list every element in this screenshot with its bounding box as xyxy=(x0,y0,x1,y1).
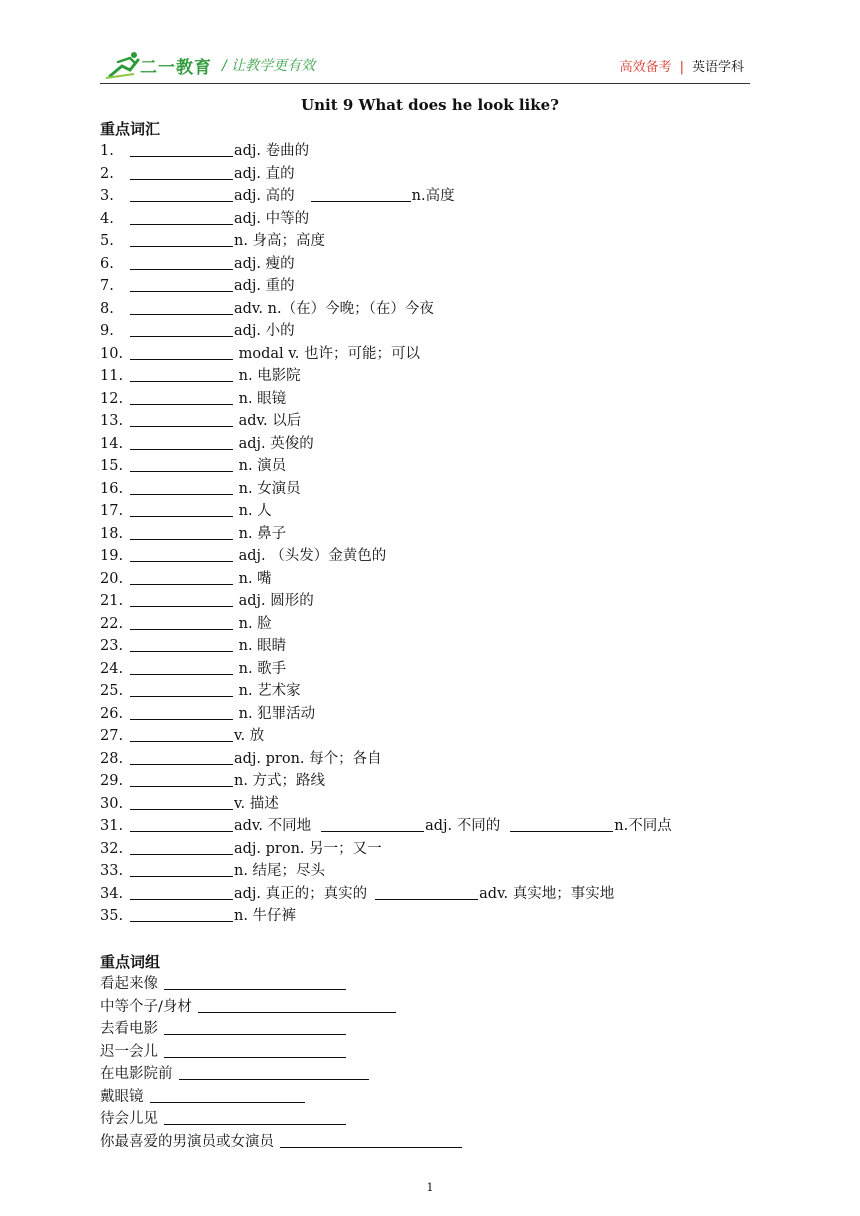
answer-blank[interactable] xyxy=(130,860,233,877)
vocab-definition: n. 电影院 xyxy=(234,368,301,384)
vocab-number: 27. xyxy=(100,728,124,744)
vocab-definition: adj. 英俊的 xyxy=(234,435,314,452)
vocab-item xyxy=(100,860,760,883)
answer-blank[interactable] xyxy=(130,725,233,742)
phrase-text: 中等个子/身材 xyxy=(100,998,192,1015)
slogan: / 让教学更有效 xyxy=(222,58,316,74)
answer-blank[interactable] xyxy=(130,410,233,427)
vocab-item xyxy=(100,680,760,703)
vocab-definition: n.高度 xyxy=(411,188,455,204)
vocab-item xyxy=(100,838,760,861)
header-label-subject: 英语学科 xyxy=(691,60,744,75)
header-divider xyxy=(100,83,750,84)
vocab-item xyxy=(100,253,760,276)
answer-blank[interactable] xyxy=(130,253,233,270)
answer-blank[interactable] xyxy=(130,208,233,225)
vocab-item xyxy=(100,703,760,726)
vocab-item xyxy=(100,613,760,636)
phrase-item xyxy=(100,1131,760,1154)
vocab-definition: v. 描述 xyxy=(234,795,279,812)
vocab-number: 1. xyxy=(100,143,114,159)
vocab-definition: n. 眼睛 xyxy=(234,638,287,654)
vocab-item xyxy=(100,343,760,366)
phrases-heading: 重点词组 xyxy=(100,953,161,971)
answer-blank[interactable] xyxy=(130,613,233,630)
answer-blank[interactable] xyxy=(164,1018,346,1035)
answer-blank[interactable] xyxy=(130,590,233,607)
vocab-number: 7. xyxy=(100,278,114,294)
vocab-definition: n. 牛仔裤 xyxy=(234,908,297,924)
vocab-number: 15. xyxy=(100,458,124,474)
vocab-number: 28. xyxy=(100,750,124,767)
vocab-number: 13. xyxy=(100,413,124,429)
vocab-definition: adv. 真实地；事实地 xyxy=(479,885,615,902)
answer-blank[interactable] xyxy=(130,275,233,292)
vocab-item xyxy=(100,365,760,388)
vocab-definition: adj. 瘦的 xyxy=(234,255,295,272)
vocab-list xyxy=(100,140,760,928)
vocab-item xyxy=(100,298,760,321)
vocab-item xyxy=(100,185,760,208)
vocab-number: 14. xyxy=(100,435,124,452)
vocab-item xyxy=(100,163,760,186)
vocab-heading: 重点词汇 xyxy=(100,120,161,138)
vocab-definition: n. 演员 xyxy=(234,458,287,474)
vocab-definition: adj. 高的 xyxy=(234,188,295,204)
answer-blank[interactable] xyxy=(130,478,233,495)
answer-blank[interactable] xyxy=(130,320,233,337)
phrases-list xyxy=(100,973,760,1153)
vocab-definition: adj. 直的 xyxy=(234,165,295,182)
vocab-definition: v. 放 xyxy=(234,728,265,744)
vocab-definition: n. 眼镜 xyxy=(234,390,287,407)
vocab-definition: adj. pron. 每个；各自 xyxy=(234,750,382,767)
vocab-item xyxy=(100,545,760,568)
answer-blank[interactable] xyxy=(311,185,411,202)
vocab-definition: n. 结尾；尽头 xyxy=(234,863,326,879)
phrase-text: 你最喜爱的男演员或女演员 xyxy=(100,1133,274,1150)
answer-blank[interactable] xyxy=(130,658,233,675)
phrase-item xyxy=(100,1086,760,1109)
vocab-number: 17. xyxy=(100,503,124,519)
vocab-number: 4. xyxy=(100,210,114,227)
vocab-item xyxy=(100,500,760,523)
vocab-definition: adj. 小的 xyxy=(234,323,295,339)
phrase-item xyxy=(100,1018,760,1041)
vocab-item xyxy=(100,433,760,456)
vocab-definition: n. 嘴 xyxy=(234,570,272,587)
phrase-item xyxy=(100,973,760,996)
answer-blank[interactable] xyxy=(280,1131,462,1148)
vocab-number: 8. xyxy=(100,300,114,317)
vocab-number: 9. xyxy=(100,323,114,339)
answer-blank[interactable] xyxy=(150,1086,305,1103)
phrase-item xyxy=(100,1063,760,1086)
answer-blank[interactable] xyxy=(130,298,233,315)
vocab-definition: n. 鼻子 xyxy=(234,525,287,542)
logo-text: 二一教育 xyxy=(140,58,212,78)
vocab-item xyxy=(100,140,760,163)
vocab-item xyxy=(100,883,760,906)
answer-blank[interactable] xyxy=(164,1108,346,1125)
answer-blank[interactable] xyxy=(164,1041,346,1058)
vocab-definition: n. 艺术家 xyxy=(234,683,301,699)
answer-blank[interactable] xyxy=(130,838,233,855)
vocab-definition: n. 人 xyxy=(234,503,272,519)
vocab-item xyxy=(100,455,760,478)
answer-blank[interactable] xyxy=(130,883,233,900)
answer-blank[interactable] xyxy=(130,748,233,765)
answer-blank[interactable] xyxy=(130,635,233,652)
vocab-item xyxy=(100,208,760,231)
answer-blank[interactable] xyxy=(130,140,233,157)
phrase-text: 去看电影 xyxy=(100,1021,158,1037)
vocab-item xyxy=(100,590,760,613)
page-header xyxy=(0,0,860,90)
vocab-item xyxy=(100,410,760,433)
answer-blank[interactable] xyxy=(130,343,233,360)
vocab-item xyxy=(100,230,760,253)
answer-blank[interactable] xyxy=(130,163,233,180)
vocab-number: 16. xyxy=(100,480,124,497)
vocab-number: 2. xyxy=(100,165,114,182)
vocab-definition: n.不同点 xyxy=(614,818,672,834)
vocab-number: 22. xyxy=(100,615,124,632)
vocab-item xyxy=(100,748,760,771)
answer-blank[interactable] xyxy=(130,500,233,517)
vocab-number: 25. xyxy=(100,683,124,699)
vocab-item xyxy=(100,523,760,546)
phrase-text: 戴眼镜 xyxy=(100,1088,144,1105)
vocab-definition: n. 方式；路线 xyxy=(234,773,326,789)
vocab-item xyxy=(100,320,760,343)
answer-blank[interactable] xyxy=(130,905,233,922)
vocab-number: 24. xyxy=(100,660,124,677)
page-title: Unit 9 What does he look like? xyxy=(301,96,559,114)
header-right xyxy=(620,56,744,75)
vocab-item xyxy=(100,793,760,816)
answer-blank[interactable] xyxy=(130,230,233,247)
phrase-item xyxy=(100,1041,760,1064)
answer-blank[interactable] xyxy=(130,568,233,585)
vocab-definition: adj. 重的 xyxy=(234,278,295,294)
vocab-definition: modal v. 也许；可能；可以 xyxy=(234,345,420,362)
vocab-definition: adj. （头发）金黄色的 xyxy=(234,548,387,564)
vocab-definition: adj. pron. 另一；又一 xyxy=(234,840,382,857)
phrase-item xyxy=(100,1108,760,1131)
vocab-item xyxy=(100,635,760,658)
answer-blank[interactable] xyxy=(130,680,233,697)
vocab-item xyxy=(100,478,760,501)
phrase-text: 在电影院前 xyxy=(100,1066,173,1082)
answer-blank[interactable] xyxy=(130,185,233,202)
vocab-definition: adv. 不同地 xyxy=(234,818,312,834)
vocab-item xyxy=(100,905,760,928)
phrase-item xyxy=(100,996,760,1019)
vocab-definition: n. 女演员 xyxy=(234,480,301,497)
header-label-prep: 高效备考 xyxy=(619,60,672,75)
phrase-text: 看起来像 xyxy=(100,976,158,992)
vocab-number: 18. xyxy=(100,525,124,542)
vocab-item xyxy=(100,815,760,838)
answer-blank[interactable] xyxy=(130,365,233,382)
vocab-number: 26. xyxy=(100,705,124,722)
header-separator: | xyxy=(679,60,684,75)
vocab-number: 6. xyxy=(100,255,114,272)
vocab-number: 35. xyxy=(100,908,124,924)
page-number: 1 xyxy=(426,1181,434,1194)
vocab-number: 32. xyxy=(100,840,124,857)
answer-blank[interactable] xyxy=(198,996,396,1013)
vocab-definition: adj. 真正的；真实的 xyxy=(234,885,368,902)
vocab-number: 33. xyxy=(100,863,124,879)
answer-blank[interactable] xyxy=(375,883,478,900)
vocab-definition: adj. 不同的 xyxy=(425,818,501,834)
vocab-item xyxy=(100,725,760,748)
answer-blank[interactable] xyxy=(130,523,233,540)
vocab-number: 19. xyxy=(100,548,124,564)
vocab-item xyxy=(100,275,760,298)
vocab-number: 34. xyxy=(100,885,124,902)
vocab-definition: n. 身高；高度 xyxy=(234,233,326,249)
vocab-number: 12. xyxy=(100,390,124,407)
answer-blank[interactable] xyxy=(510,815,613,832)
vocab-item xyxy=(100,568,760,591)
answer-blank[interactable] xyxy=(130,793,233,810)
answer-blank[interactable] xyxy=(130,388,233,405)
phrase-text: 待会儿见 xyxy=(100,1111,158,1127)
answer-blank[interactable] xyxy=(130,545,233,562)
vocab-number: 30. xyxy=(100,795,124,812)
answer-blank[interactable] xyxy=(130,455,233,472)
answer-blank[interactable] xyxy=(179,1063,369,1080)
vocab-definition: adv. n.（在）今晚；（在）今夜 xyxy=(234,300,434,317)
answer-blank[interactable] xyxy=(321,815,424,832)
vocab-definition: adj. 卷曲的 xyxy=(234,143,310,159)
vocab-definition: n. 犯罪活动 xyxy=(234,705,316,722)
vocab-number: 10. xyxy=(100,345,124,362)
vocab-definition: n. 歌手 xyxy=(234,660,287,677)
vocab-definition: n. 脸 xyxy=(234,615,272,632)
vocab-number: 23. xyxy=(100,638,124,654)
vocab-number: 11. xyxy=(100,368,124,384)
vocab-number: 29. xyxy=(100,773,124,789)
vocab-number: 31. xyxy=(100,818,124,834)
answer-blank[interactable] xyxy=(130,433,233,450)
answer-blank[interactable] xyxy=(130,815,233,832)
vocab-item xyxy=(100,770,760,793)
vocab-definition: adj. 圆形的 xyxy=(234,593,314,609)
vocab-number: 21. xyxy=(100,593,124,609)
vocab-item xyxy=(100,388,760,411)
vocab-number: 20. xyxy=(100,570,124,587)
vocab-number: 5. xyxy=(100,233,114,249)
answer-blank[interactable] xyxy=(164,973,346,990)
answer-blank[interactable] xyxy=(130,703,233,720)
vocab-number: 3. xyxy=(100,188,114,204)
vocab-item xyxy=(100,658,760,681)
answer-blank[interactable] xyxy=(130,770,233,787)
phrase-text: 迟一会儿 xyxy=(100,1043,158,1060)
vocab-definition: adv. 以后 xyxy=(234,413,302,429)
vocab-definition: adj. 中等的 xyxy=(234,210,310,227)
